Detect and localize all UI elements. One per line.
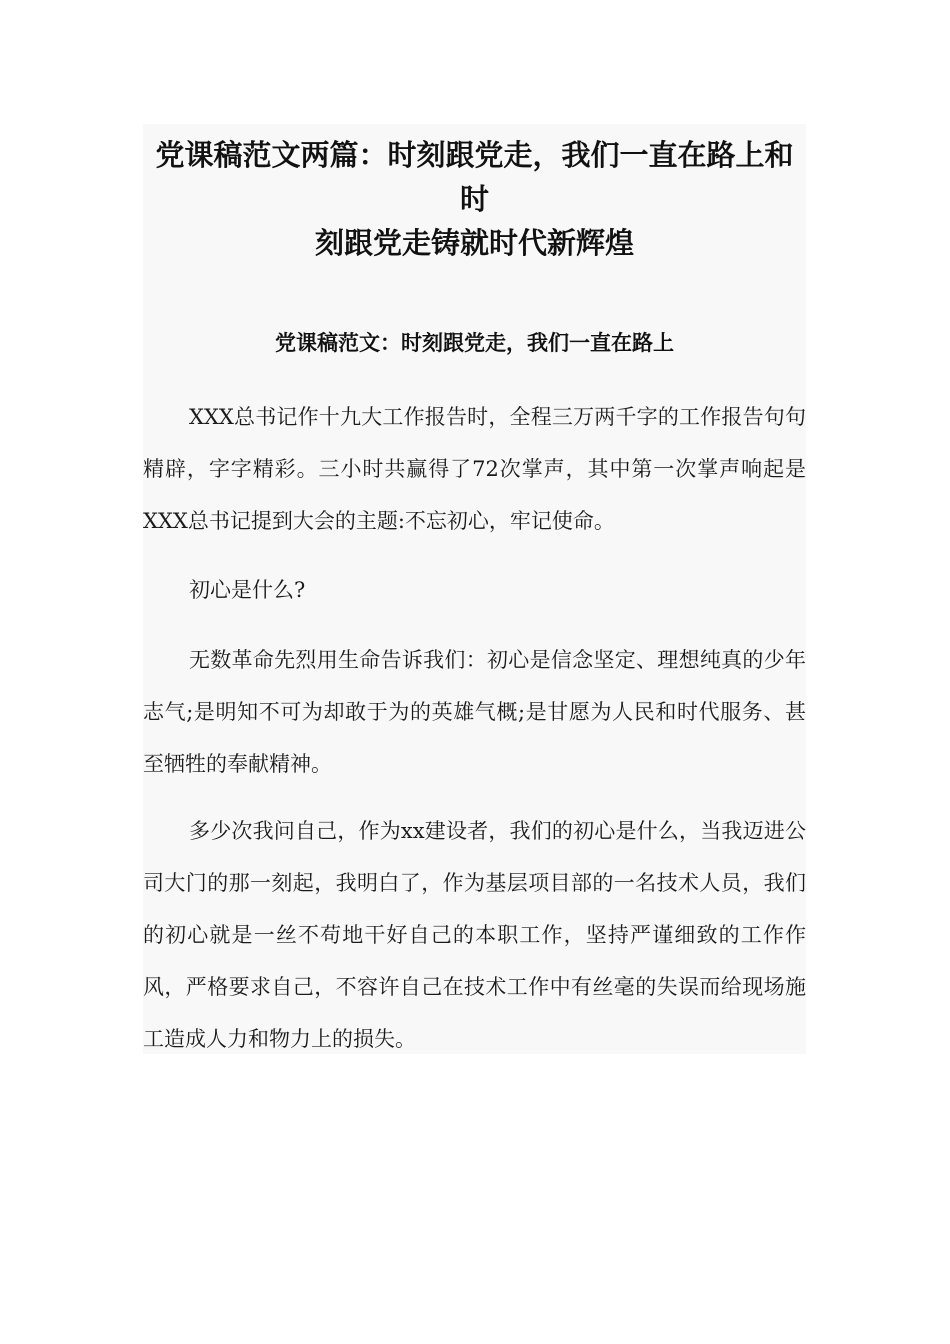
paragraph-1: XXX总书记作十九大工作报告时，全程三万两千字的工作报告句句精辟，字字精彩。三小时共赢得了72次掌声，其中第一次掌声响起是XXX总书记提到大会的主题:不忘初心，牢记使命。 <box>143 405 806 533</box>
paragraph-3: 无数革命先烈用生命告诉我们：初心是信念坚定、理想纯真的少年志气;是明知不可为却敢于为的英雄气概;是甘愿为人民和时代服务、甚至牺牲的奉献精神。 <box>143 648 806 776</box>
main-title-line-2: 刻跟党走铸就时代新辉煌 <box>314 226 634 260</box>
main-title-line-1: 党课稿范文两篇：时刻跟党走，我们一直在路上和时 <box>155 138 794 216</box>
paragraph-4: 多少次我问自己，作为xx建设者，我们的初心是什么，当我迈进公司大门的那一刻起，我明白了，作为基层项目部的一名技术人员，我们的初心就是一丝不苟地干好自己的本职工作，坚持严谨细致的工作作风，严格要求自己，不容许自己在技术工作中有丝毫的失误而给现场施工造成人力和物力上的损失。 <box>143 819 806 1051</box>
main-title <box>143 133 806 265</box>
section-subtitle: 党课稿范文：时刻跟党走，我们一直在路上 <box>275 330 674 355</box>
paragraph-2: 初心是什么? <box>189 578 306 602</box>
